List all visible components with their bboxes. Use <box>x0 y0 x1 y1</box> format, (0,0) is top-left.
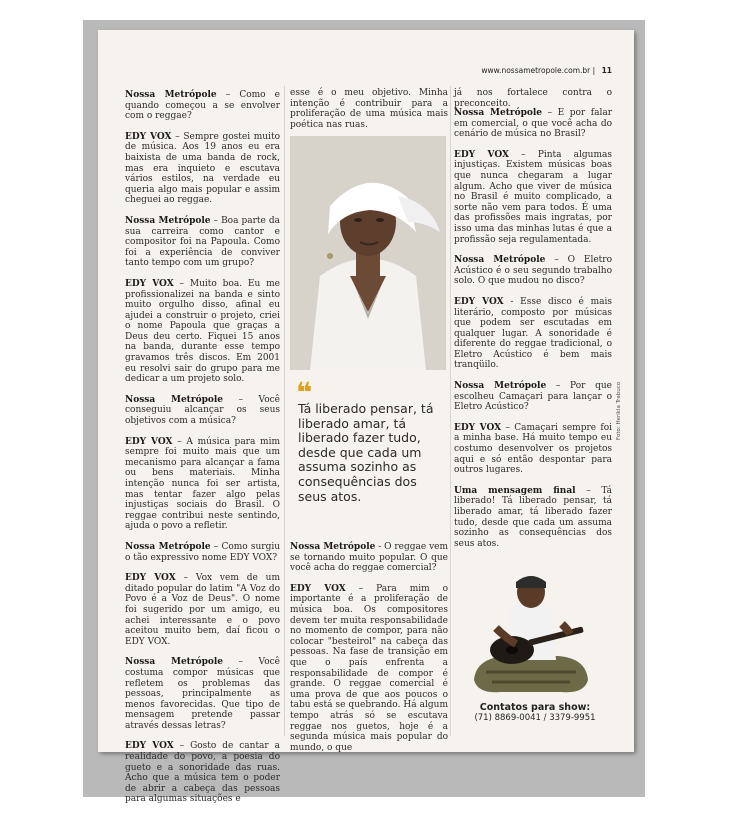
paragraph-text: já nos fortalece contra o preconceito. <box>454 88 612 109</box>
paragraph <box>290 584 448 754</box>
speaker-label: Nossa Metrópole <box>125 215 211 226</box>
paragraph <box>454 150 612 245</box>
speaker-label: Nossa Metrópole <box>454 381 547 392</box>
paragraph-text: – Camaçari sempre foi a minha base. Há muito tempo eu costumo desenvolver os projetos aqui e só então despontar para outros lugares. <box>454 422 612 476</box>
paragraph <box>125 132 280 206</box>
speaker-label: Nossa Metrópole <box>125 541 211 552</box>
column-3 <box>454 108 612 559</box>
paragraph <box>290 542 448 574</box>
column-divider <box>450 86 451 736</box>
paragraph <box>125 395 280 427</box>
paragraph-text: – Tá liberado! Tá liberado pensar, tá liberado amar, tá liberado fazer tudo, desde que cada um assuma sozinho as consequências dos seus atos. <box>454 485 612 549</box>
paragraph-text: – Por que escolheu Camaçari para lançar o Eletro Acústico? <box>454 381 612 413</box>
paragraph <box>125 741 280 805</box>
speaker-label: Nossa Metrópole <box>125 394 224 405</box>
paragraph <box>454 486 612 550</box>
column-divider <box>284 86 285 736</box>
paragraph-text: – Para mim o importante é a proliferação de música boa. Os compositores devem ter muita responsabilidade no momento de compor, para não colocar "besteirol" na cabeça das pessoas. Na fase de transição em que o país enfrenta a responsabilidade de compor é grande. O reggae comercial é uma prova de que aos poucos o tabu está se quebrando. Há algum tempo atrás só se escutava reggae nos guetos, hoje é a segunda música mais popular do mundo, o que <box>290 583 448 753</box>
paragraph-text: – Pinta algumas injustiças. Existem músicas boas que nunca chegaram a lugar algum. Acho que viver de música no Brasil é muito complicado, a sorte não vem para todos. É uma das profissões mais ingratas, por isso uma das minhas lutas é que a profissão seja regulamentada. <box>454 149 612 245</box>
paragraph-text: – Boa parte da sua carreira como cantor e compositor foi na Papoula. Como foi a experiência de conviver tanto tempo com um grupo? <box>125 215 281 269</box>
speaker-label: Nossa Metrópole <box>290 542 376 552</box>
paragraph <box>125 657 280 731</box>
speaker-label: EDY VOX <box>454 422 502 433</box>
paragraph <box>125 573 280 647</box>
paragraph <box>454 423 612 476</box>
photo-credit: Foto: Herikla Trabuco <box>616 381 622 440</box>
paragraph-text: - O reggae vem se tornando muito popular. O que você acha do reggae comercial? <box>290 542 449 574</box>
speaker-label: Nossa Metrópole <box>125 657 224 668</box>
page-header <box>481 66 612 75</box>
guitarist-illustration <box>466 568 596 698</box>
paragraph <box>454 255 612 287</box>
speaker-label: Nossa Metrópole <box>125 90 217 100</box>
speaker-label: EDY VOX <box>125 573 176 584</box>
speaker-label: EDY VOX <box>125 741 174 752</box>
paragraph-text: – E por falar em comercial, o que você acha do cenário de música no Brasil? <box>454 108 612 140</box>
speaker-label: EDY VOX <box>454 296 504 307</box>
header-separator: | <box>592 66 596 75</box>
speaker-label: EDY VOX <box>125 436 173 447</box>
column-2-bottom <box>290 542 448 763</box>
speaker-label: EDY VOX <box>125 278 174 289</box>
paragraph-text: – Muito boa. Eu me profissionalizei na banda e sinto muito orgulho disso, afinal eu ajudei a construir o projeto, criei o nome Papoula que graças a Deus deu certo. Fiquei 15 anos na banda, durante esse tempo gravamos três discos. Em 2001 eu resolvi sair do grupo para me dedicar a um projeto solo. <box>125 278 280 385</box>
paragraph-text: – Vox vem de um ditado popular do latim "A Voz do Povo é a Voz de Deus". O nome foi sugerido por um amigo, eu achei interessante e o povo aceitou muito bem, daí ficou o EDY VOX. <box>125 573 280 647</box>
paragraph-text: – Sempre gostei muito de música. Aos 19 anos eu era baixista de uma banda de rock, mas era inquieto e escutava vários estilos, na verdade eu queria algo mais popular e assim cheguei ao reggae. <box>125 131 280 206</box>
paragraph-text: – A música para mim sempre foi muito mais que um mecanismo para alcançar a fama ou bens materiais. Minha intenção nunca foi ser artista, mas tentar fazer algo pelas injustiças sociais do Brasil. O reggae contribui neste sentindo, ajuda o povo a refletir. <box>125 436 280 532</box>
speaker-label: EDY VOX <box>454 149 510 160</box>
paragraph <box>125 216 280 269</box>
paragraph <box>454 108 612 140</box>
quote-mark-icon: ❝ <box>296 376 313 409</box>
paragraph <box>125 90 280 122</box>
paragraph-text: – Você conseguiu alcançar os seus objetivos com a música? <box>125 394 280 427</box>
speaker-label: Nossa Metrópole <box>454 255 546 266</box>
paragraph-text: – O Eletro Acústico é o seu segundo trabalho solo. O que mudou no disco? <box>454 255 612 287</box>
column-2-top <box>290 88 448 140</box>
paragraph-text: – Como surgiu o tão expressivo nome EDY VOX? <box>125 541 281 563</box>
column-1 <box>125 90 280 815</box>
paragraph-text: – Gosto de cantar a realidade do povo, a poesia do gueto e a sonoridade das ruas. Acho que a música tem o poder de abrir a cabeça das pessoas para algumas situações e <box>125 741 280 805</box>
paragraph <box>454 381 612 413</box>
paragraph-text: esse é o meu objetivo. Minha intenção é contribuir para a proliferação de uma música mais poética nas ruas. <box>290 88 448 130</box>
speaker-label: EDY VOX <box>290 583 346 594</box>
artist-portrait-photo <box>290 136 446 370</box>
paragraph <box>125 542 280 563</box>
pull-quote: Tá liberado pensar, tá liberado amar, tá liberado fazer tudo, desde que cada um assuma sozinho as consequências dos seus atos. <box>298 401 434 504</box>
page-number: 11 <box>601 66 612 75</box>
paragraph-text: - Esse disco é mais literário, composto por músicas que podem ser escutadas em qualquer lugar. A sonoridade é diferente do reggae tradicional, o Eletro Acústico é bem mais tranqüilo. <box>454 296 612 371</box>
paragraph <box>125 279 280 385</box>
speaker-label: Nossa Metrópole <box>454 108 543 118</box>
contacts-block <box>460 702 610 723</box>
paragraph-text: – Você costuma compor músicas que refletem os problemas das pessoas, principalmente as menos favorecidas. Que tipo de mensagem pretende passar através dessas letras? <box>125 657 280 731</box>
contacts-phones: (71) 8869-0041 / 3379-9951 <box>474 713 596 723</box>
magazine-page <box>98 30 634 805</box>
artist-guitar-photo <box>466 568 596 698</box>
paragraph-text: – Como e quando começou a se envolver com o reggae? <box>125 90 281 122</box>
speaker-label: EDY VOX <box>125 131 172 142</box>
paragraph <box>125 437 280 532</box>
header-url: www.nossametropole.com.br <box>481 66 591 75</box>
contacts-title: Contatos para show: <box>479 702 591 713</box>
speaker-label: Uma mensagem final <box>454 485 576 496</box>
artist-portrait-illustration <box>290 136 446 370</box>
paragraph <box>454 297 612 371</box>
